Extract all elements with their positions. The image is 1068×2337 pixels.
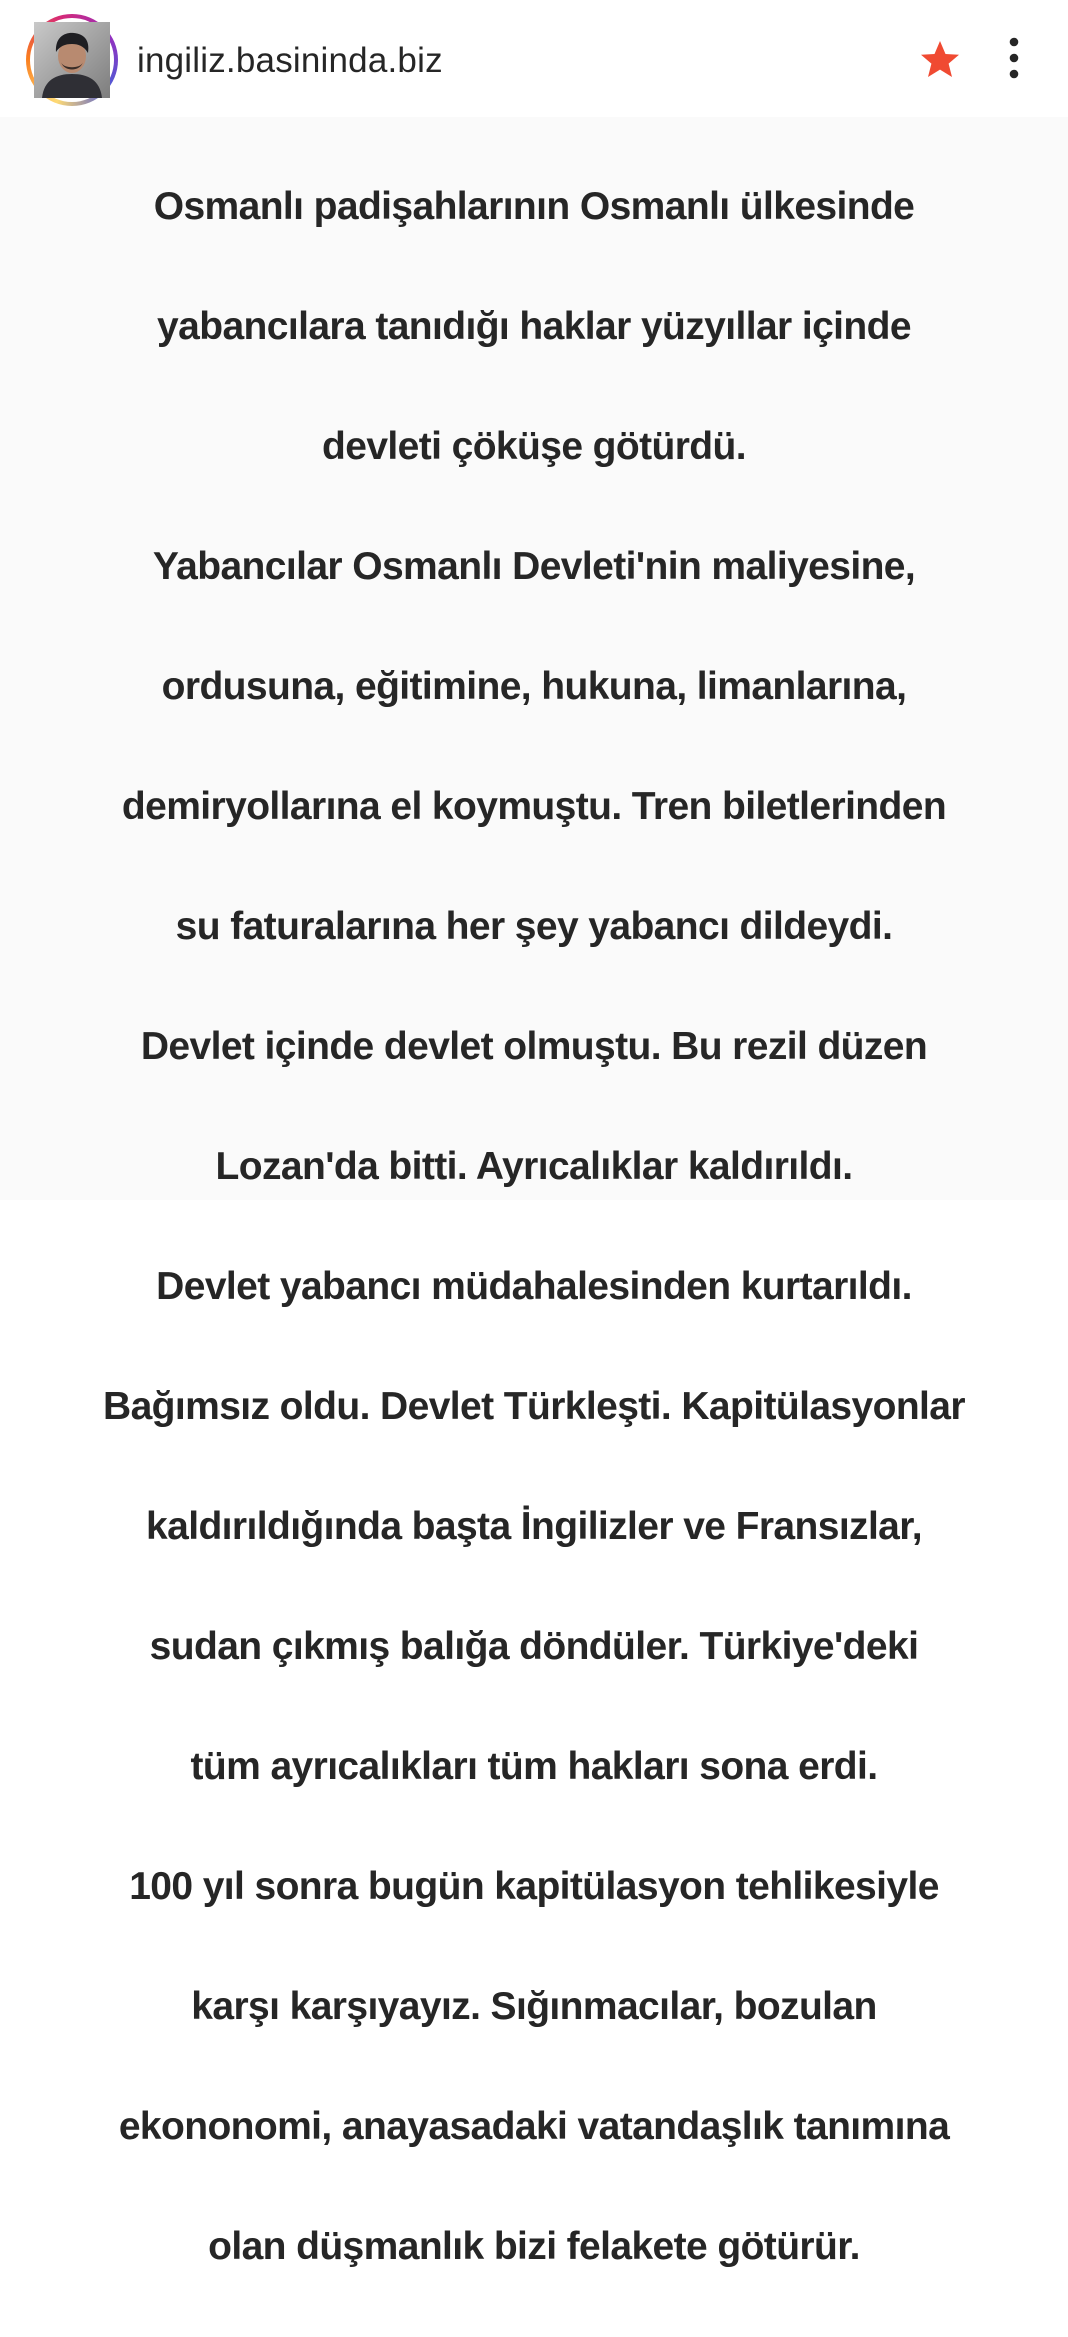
- post-text-line: karşı karşıyayız. Sığınmacılar, bozulan: [191, 1985, 877, 2028]
- avatar[interactable]: [34, 22, 110, 98]
- post-text-line: kaldırıldığında başta İngilizler ve Fransızlar,: [146, 1505, 922, 1548]
- post-text-line: Lozan'da bitti. Ayrıcalıklar kaldırıldı.: [215, 1145, 853, 1188]
- post-text: [30, 117, 1038, 2337]
- post-header: [0, 0, 1068, 119]
- post-text-line: Devlet içinde devlet olmuştu. Bu rezil düzen: [140, 1025, 928, 1068]
- post-text-line: ordusuna, eğitimine, hukuna, limanlarına,: [161, 665, 907, 708]
- profile-photo-icon: [34, 22, 110, 98]
- post-text-line: Bağımsız oldu. Devlet Türkleşti. Kapitülasyonlar: [103, 1385, 965, 1428]
- post-text-line: ekononomi, anayasadaki vatandaşlık tanımına: [118, 2105, 950, 2148]
- story-ring[interactable]: [26, 14, 118, 106]
- post-text-line: tüm ayrıcalıkları tüm hakları sona erdi.: [190, 1745, 878, 1788]
- post-text-line: Devlet yabancı müdahalesinden kurtarıldı.: [156, 1265, 912, 1308]
- more-vertical-icon[interactable]: [994, 34, 1034, 84]
- username[interactable]: ingiliz.basininda.biz: [137, 41, 443, 80]
- post-text-line: 100 yıl sonra bugün kapitülasyon tehlikesiyle: [129, 1865, 939, 1908]
- post-text-line: yabancılara tanıdığı haklar yüzyıllar içinde: [157, 305, 911, 348]
- post-text-line: Osmanlı padişahlarının Osmanlı ülkesinde: [153, 185, 915, 228]
- post-text-line: su faturalarına her şey yabancı dildeydi.: [175, 905, 893, 948]
- post-text-line: devleti çöküşe götürdü.: [322, 425, 746, 468]
- post-text-line: demiryollarına el koymuştu. Tren biletlerinden: [121, 785, 947, 828]
- post-text-line: olan düşmanlık bizi felakete götürür.: [208, 2225, 860, 2268]
- post-text-line: Yabancılar Osmanlı Devleti'nin maliyesine,: [152, 545, 916, 588]
- avatar-border: [30, 18, 114, 102]
- star-icon[interactable]: [918, 38, 962, 82]
- post-content: [0, 117, 1068, 2268]
- post-text-line: sudan çıkmış balığa döndüler. Türkiye'deki: [149, 1625, 919, 1668]
